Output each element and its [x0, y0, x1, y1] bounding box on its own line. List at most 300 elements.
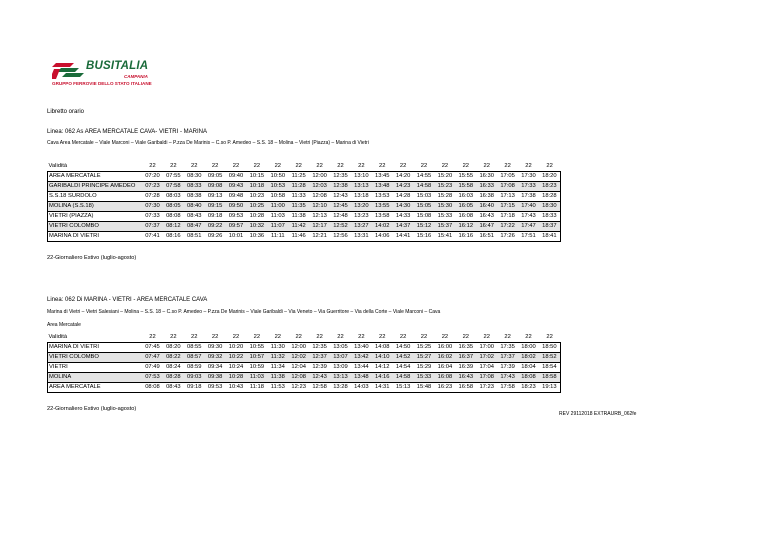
departure-time: 11:33: [288, 192, 309, 202]
departure-time: 15:25: [414, 343, 435, 353]
departure-time: 09:48: [226, 192, 247, 202]
departure-time: 18:28: [539, 192, 560, 202]
departure-time: 12:52: [330, 222, 351, 232]
departure-time: 11:00: [267, 202, 288, 212]
validity-code: 22: [420, 334, 428, 340]
line2-footnote: 22-Giornaliero Estivo (luglio-agosto): [47, 406, 137, 412]
departure-time: 13:45: [372, 172, 393, 182]
departure-time: 10:36: [246, 232, 267, 242]
departure-time: 07:41: [142, 232, 163, 242]
departure-time: 12:10: [309, 202, 330, 212]
stop-name: VIETRI COLOMBO: [48, 222, 143, 232]
brand-name: BUSITALIA: [86, 60, 149, 72]
validity-code: 22: [546, 163, 553, 169]
departure-time: 13:53: [372, 192, 393, 202]
departure-time: 12:00: [309, 172, 330, 182]
validity-code: 22: [358, 334, 365, 340]
validity-code: 22: [483, 163, 490, 169]
departure-time: 16:16: [455, 232, 476, 242]
departure-time: 11:28: [288, 182, 309, 192]
departure-time: 12:39: [309, 363, 330, 373]
departure-time: 17:18: [497, 212, 518, 222]
departure-time: 09:40: [226, 172, 247, 182]
departure-time: 10:23: [246, 192, 267, 202]
departure-time: 16:03: [455, 192, 476, 202]
departure-time: 07:55: [163, 172, 184, 182]
departure-time: 14:50: [393, 343, 414, 353]
departure-time: 14:54: [393, 363, 414, 373]
validity-code: 22: [316, 163, 323, 169]
departure-time: 09:05: [205, 172, 226, 182]
departure-time: 13:44: [351, 363, 372, 373]
departure-time: 15:12: [414, 222, 435, 232]
departure-time: 13:28: [330, 383, 351, 393]
departure-time: 18:04: [518, 363, 539, 373]
doc-title: Libretto orario: [47, 109, 85, 115]
departure-time: 14:31: [372, 383, 393, 393]
departure-time: 12:13: [309, 212, 330, 222]
departure-time: 08:51: [184, 232, 205, 242]
departure-time: 11:25: [288, 172, 309, 182]
departure-time: 14:10: [372, 353, 393, 363]
departure-time: 15:03: [414, 192, 435, 202]
validity-code: 22: [420, 163, 428, 169]
line2-timetable: [47, 333, 561, 393]
departure-time: 15:30: [434, 202, 455, 212]
departure-time: 18:52: [539, 353, 560, 363]
departure-time: 18:37: [539, 222, 560, 232]
departure-time: 10:58: [267, 192, 288, 202]
departure-time: 08:30: [184, 172, 205, 182]
departure-time: 07:49: [142, 363, 163, 373]
departure-time: 07:20: [142, 172, 163, 182]
departure-time: 11:30: [267, 343, 288, 353]
line2-route-line1: Marina di Vietri – Vietri Salesiani – Molina – S.S. 18 – C.so P. Amedeo – P.zza De Marinis – Viale Garibaldi – Via Veneto – Via Guerritore – Via della Corte – Viale Marconi – Cava: [47, 309, 441, 315]
departure-time: 09:22: [205, 222, 226, 232]
departure-time: 18:50: [539, 343, 560, 353]
validity-code: 22: [337, 163, 344, 169]
stop-name: GARIBALDI PRINCIPE AMEDEO: [48, 182, 143, 192]
departure-time: 08:38: [184, 192, 205, 202]
validity-code: 22: [211, 163, 219, 169]
departure-time: 16:37: [455, 353, 476, 363]
line1-footnote: 22-Giornaliero Estivo (luglio-agosto): [47, 255, 137, 261]
departure-time: 12:02: [288, 353, 309, 363]
departure-time: 15:08: [414, 212, 435, 222]
departure-time: 16:12: [455, 222, 476, 232]
departure-time: 07:23: [142, 182, 163, 192]
departure-time: 10:53: [267, 182, 288, 192]
departure-time: 14:20: [393, 172, 414, 182]
departure-time: 08:40: [184, 202, 205, 212]
departure-time: 09:18: [184, 383, 205, 393]
departure-time: 10:50: [267, 172, 288, 182]
departure-time: 17:08: [497, 182, 518, 192]
departure-time: 10:55: [246, 343, 267, 353]
line1-title: Linea: 062 As AREA MERCATALE CAVA- VIETRI - MARINA: [47, 129, 207, 135]
departure-time: 18:02: [518, 353, 539, 363]
departure-time: 18:30: [539, 202, 560, 212]
departure-time: 10:59: [246, 363, 267, 373]
validity-code: 22: [149, 334, 156, 340]
departure-time: 13:18: [351, 192, 372, 202]
validity-code: 22: [525, 334, 532, 340]
validity-code: 22: [546, 334, 553, 340]
departure-time: 09:53: [205, 383, 226, 393]
departure-time: 18:20: [539, 172, 560, 182]
departure-time: 14:41: [393, 232, 414, 242]
validity-code: 22: [441, 163, 449, 169]
departure-time: 09:32: [205, 353, 226, 363]
departure-time: 17:39: [497, 363, 518, 373]
departure-time: 16:40: [476, 202, 497, 212]
departure-time: 11:18: [246, 383, 267, 393]
departure-time: 09:13: [205, 192, 226, 202]
departure-time: 14:52: [393, 353, 414, 363]
table-row: [48, 343, 561, 353]
departure-time: 08:12: [163, 222, 184, 232]
departure-time: 09:15: [205, 202, 226, 212]
departure-time: 15:37: [434, 222, 455, 232]
departure-time: 09:50: [226, 202, 247, 212]
departure-time: 17:40: [518, 202, 539, 212]
departure-time: 12:04: [288, 363, 309, 373]
departure-time: 12:35: [309, 343, 330, 353]
departure-time: 17:51: [518, 232, 539, 242]
departure-time: 16:39: [455, 363, 476, 373]
departure-time: 17:47: [518, 222, 539, 232]
line1-route: Cava Area Mercatale – Viale Marconi – Viale Garibaldi – P.zza De Marinis – C.so P. Amedeo – S.S. 18 – Molina – Vietri (Piazza) – Marina di Vietri: [47, 140, 369, 146]
departure-time: 13:13: [351, 182, 372, 192]
departure-time: 09:43: [226, 182, 247, 192]
departure-time: 12:43: [309, 373, 330, 383]
departure-time: 08:03: [163, 192, 184, 202]
departure-time: 13:58: [372, 212, 393, 222]
departure-time: 08:05: [163, 202, 184, 212]
departure-time: 14:23: [393, 182, 414, 192]
departure-time: 07:45: [142, 343, 163, 353]
departure-time: 10:01: [226, 232, 247, 242]
departure-time: 16:33: [476, 182, 497, 192]
departure-time: 11:53: [267, 383, 288, 393]
departure-time: 16:08: [455, 212, 476, 222]
stop-name: VIETRI: [48, 363, 143, 373]
table-row: [48, 182, 561, 192]
departure-time: 11:03: [267, 212, 288, 222]
departure-time: 09:30: [205, 343, 226, 353]
departure-time: 10:25: [246, 202, 267, 212]
stop-name: MARINA DI VIETRI: [48, 232, 143, 242]
departure-time: 09:57: [226, 222, 247, 232]
departure-time: 18:08: [518, 373, 539, 383]
departure-time: 10:20: [226, 343, 247, 353]
departure-time: 10:15: [246, 172, 267, 182]
departure-time: 15:41: [434, 232, 455, 242]
departure-time: 13:55: [372, 202, 393, 212]
departure-time: 07:53: [142, 373, 163, 383]
validity-code: 22: [337, 334, 344, 340]
departure-time: 14:28: [393, 192, 414, 202]
departure-time: 18:33: [539, 212, 560, 222]
departure-time: 15:13: [393, 383, 414, 393]
validity-code: 22: [316, 334, 323, 340]
validity-code: 22: [149, 163, 156, 169]
departure-time: 12:17: [309, 222, 330, 232]
departure-time: 08:43: [184, 212, 205, 222]
departure-time: 13:27: [351, 222, 372, 232]
departure-time: 13:48: [351, 373, 372, 383]
departure-time: 08:08: [163, 212, 184, 222]
departure-time: 19:13: [539, 383, 560, 393]
departure-time: 18:00: [518, 343, 539, 353]
departure-time: 08:47: [184, 222, 205, 232]
validity-code: 22: [232, 334, 240, 340]
departure-time: 07:28: [142, 192, 163, 202]
departure-time: 16:43: [476, 212, 497, 222]
table-row: [48, 353, 561, 363]
departure-time: 09:18: [205, 212, 226, 222]
departure-time: 14:03: [351, 383, 372, 393]
departure-time: 16:38: [476, 192, 497, 202]
departure-time: 13:42: [351, 353, 372, 363]
departure-time: 17:26: [497, 232, 518, 242]
validity-code: 22: [462, 163, 470, 169]
line1-timetable: [47, 162, 561, 242]
departure-time: 13:07: [330, 353, 351, 363]
departure-time: 07:58: [163, 182, 184, 192]
departure-time: 13:10: [351, 172, 372, 182]
validity-header: Validità: [48, 163, 68, 169]
validity-code: 22: [191, 334, 198, 340]
validity-code: 22: [295, 334, 302, 340]
departure-time: 07:47: [142, 353, 163, 363]
departure-time: 09:08: [205, 182, 226, 192]
validity-code: 22: [399, 334, 407, 340]
validity-code: 22: [462, 334, 470, 340]
departure-time: 17:33: [518, 182, 539, 192]
departure-time: 13:05: [330, 343, 351, 353]
departure-time: 10:57: [246, 353, 267, 363]
table-row: [48, 172, 561, 182]
stop-name: AREA MERCATALE: [48, 172, 143, 182]
validity-code: 22: [274, 163, 282, 169]
validity-code: 22: [253, 334, 261, 340]
departure-time: 08:57: [184, 353, 205, 363]
departure-time: 11:11: [267, 232, 288, 242]
departure-time: 14:08: [372, 343, 393, 353]
departure-time: 08:08: [142, 383, 163, 393]
departure-time: 14:33: [393, 212, 414, 222]
departure-time: 14:02: [372, 222, 393, 232]
departure-time: 15:48: [414, 383, 435, 393]
busitalia-logo: [52, 57, 162, 95]
validity-code: 22: [274, 334, 282, 340]
departure-time: 12:45: [330, 202, 351, 212]
departure-time: 12:43: [330, 192, 351, 202]
fs-busitalia-logo-icon: [52, 57, 86, 83]
departure-time: 17:23: [476, 383, 497, 393]
departure-time: 09:34: [205, 363, 226, 373]
brand-region: CAMPANIA: [124, 74, 148, 79]
departure-time: 13:31: [351, 232, 372, 242]
validity-code: 22: [399, 163, 407, 169]
departure-time: 07:33: [142, 212, 163, 222]
departure-time: 17:02: [476, 353, 497, 363]
stop-name: MOLINA: [48, 373, 143, 383]
stop-name: MARINA DI VIETRI: [48, 343, 143, 353]
validity-code: 22: [232, 163, 240, 169]
departure-time: 10:24: [226, 363, 247, 373]
departure-time: 16:04: [434, 363, 455, 373]
departure-time: 15:20: [434, 172, 455, 182]
departure-time: 09:53: [226, 212, 247, 222]
departure-time: 08:20: [163, 343, 184, 353]
departure-time: 17:38: [518, 192, 539, 202]
validity-code: 22: [170, 334, 177, 340]
departure-time: 14:12: [372, 363, 393, 373]
departure-time: 11:34: [267, 363, 288, 373]
table-row: [48, 232, 561, 242]
departure-time: 10:32: [246, 222, 267, 232]
departure-time: 12:23: [288, 383, 309, 393]
validity-code: 22: [504, 334, 511, 340]
table-row: [48, 373, 561, 383]
departure-time: 12:00: [288, 343, 309, 353]
departure-time: 14:58: [393, 373, 414, 383]
departure-time: 13:48: [372, 182, 393, 192]
departure-time: 08:59: [184, 363, 205, 373]
departure-time: 09:03: [184, 373, 205, 383]
stop-name: MOLINA (S.S.18): [48, 202, 143, 212]
line2-title: Linea: 062 Di MARINA - VIETRI - AREA MERCATALE CAVA: [47, 297, 208, 303]
departure-time: 15:16: [414, 232, 435, 242]
departure-time: 10:28: [226, 373, 247, 383]
departure-time: 13:23: [351, 212, 372, 222]
departure-time: 15:29: [414, 363, 435, 373]
departure-time: 13:09: [330, 363, 351, 373]
validity-code: 22: [379, 334, 386, 340]
stop-name: VIETRI COLOMBO: [48, 353, 143, 363]
departure-time: 16:51: [476, 232, 497, 242]
line2-route-line2: Area Mercatale: [47, 322, 81, 328]
revision-code: REV 29112018 EXTRAURB_062fe: [559, 411, 637, 417]
departure-time: 15:33: [434, 212, 455, 222]
departure-time: 10:28: [246, 212, 267, 222]
departure-time: 13:40: [351, 343, 372, 353]
departure-time: 17:43: [518, 212, 539, 222]
departure-time: 11:42: [288, 222, 309, 232]
departure-time: 14:37: [393, 222, 414, 232]
departure-time: 17:35: [497, 343, 518, 353]
validity-code: 22: [211, 334, 219, 340]
departure-time: 15:05: [414, 202, 435, 212]
departure-time: 17:37: [497, 353, 518, 363]
departure-time: 17:30: [518, 172, 539, 182]
departure-time: 16:23: [434, 383, 455, 393]
departure-time: 11:07: [267, 222, 288, 232]
departure-time: 18:41: [539, 232, 560, 242]
departure-time: 11:03: [246, 373, 267, 383]
validity-code: 22: [379, 163, 386, 169]
validity-code: 22: [295, 163, 302, 169]
departure-time: 08:24: [163, 363, 184, 373]
departure-time: 15:28: [434, 192, 455, 202]
validity-code: 22: [525, 163, 532, 169]
departure-time: 16:47: [476, 222, 497, 232]
validity-code: 22: [504, 163, 511, 169]
departure-time: 18:23: [539, 182, 560, 192]
departure-time: 12:48: [330, 212, 351, 222]
departure-time: 17:58: [497, 383, 518, 393]
departure-time: 12:08: [309, 192, 330, 202]
brand-group: GRUPPO FERROVIE DELLO STATO ITALIANE: [52, 81, 152, 86]
stop-name: S.S.18 SURDOLO: [48, 192, 143, 202]
departure-time: 08:33: [184, 182, 205, 192]
departure-time: 11:38: [288, 212, 309, 222]
departure-time: 16:43: [455, 373, 476, 383]
departure-time: 08:22: [163, 353, 184, 363]
departure-time: 18:54: [539, 363, 560, 373]
departure-time: 12:03: [309, 182, 330, 192]
departure-time: 11:35: [288, 202, 309, 212]
departure-time: 14:30: [393, 202, 414, 212]
departure-time: 16:08: [434, 373, 455, 383]
departure-time: 17:05: [497, 172, 518, 182]
departure-time: 17:04: [476, 363, 497, 373]
table-row: [48, 222, 561, 232]
validity-header: Validità: [48, 334, 68, 340]
departure-time: 17:08: [476, 373, 497, 383]
departure-time: 18:58: [539, 373, 560, 383]
departure-time: 13:20: [351, 202, 372, 212]
departure-time: 16:35: [455, 343, 476, 353]
departure-time: 15:23: [434, 182, 455, 192]
departure-time: 14:16: [372, 373, 393, 383]
departure-time: 17:22: [497, 222, 518, 232]
departure-time: 18:23: [518, 383, 539, 393]
departure-time: 15:33: [414, 373, 435, 383]
departure-time: 15:55: [455, 172, 476, 182]
departure-time: 14:58: [414, 182, 435, 192]
validity-code: 22: [483, 334, 490, 340]
departure-time: 12:56: [330, 232, 351, 242]
departure-time: 11:46: [288, 232, 309, 242]
departure-time: 07:30: [142, 202, 163, 212]
departure-time: 16:05: [455, 202, 476, 212]
departure-time: 17:13: [497, 192, 518, 202]
departure-time: 07:37: [142, 222, 163, 232]
departure-time: 09:38: [205, 373, 226, 383]
departure-time: 12:35: [330, 172, 351, 182]
departure-time: 17:15: [497, 202, 518, 212]
departure-time: 11:32: [267, 353, 288, 363]
departure-time: 09:26: [205, 232, 226, 242]
departure-time: 16:58: [455, 383, 476, 393]
validity-code: 22: [170, 163, 177, 169]
table-row: [48, 363, 561, 373]
departure-time: 10:18: [246, 182, 267, 192]
departure-time: 12:38: [330, 182, 351, 192]
table-row: [48, 212, 561, 222]
stop-name: AREA MERCATALE: [48, 383, 143, 393]
departure-time: 16:00: [434, 343, 455, 353]
validity-code: 22: [253, 163, 261, 169]
departure-time: 17:00: [476, 343, 497, 353]
departure-time: 10:43: [226, 383, 247, 393]
departure-time: 12:21: [309, 232, 330, 242]
validity-code: 22: [191, 163, 198, 169]
departure-time: 14:55: [414, 172, 435, 182]
